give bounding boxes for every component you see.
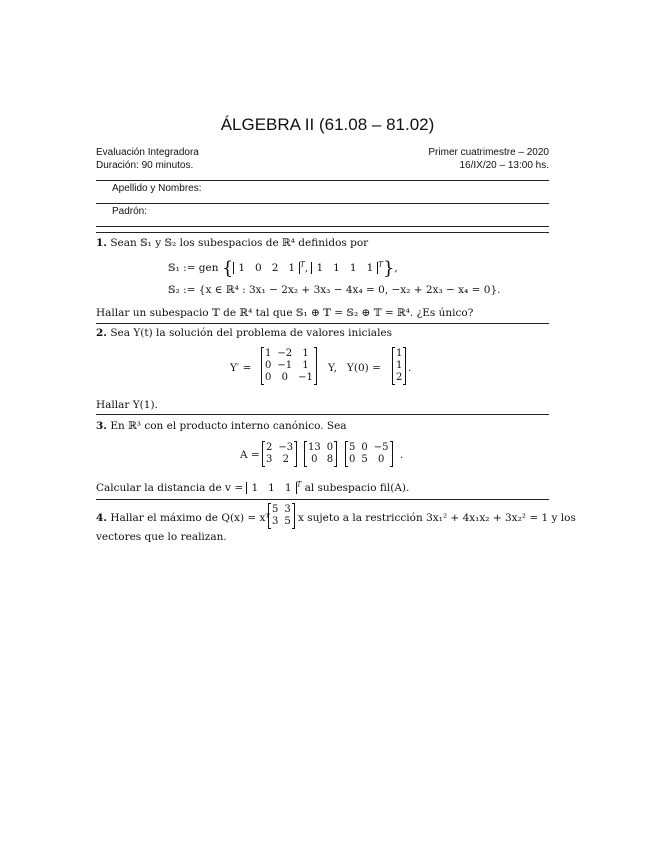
exam-date: 16/IX/20 – 13:00 hs. [459, 160, 549, 171]
problem-2-intro [96, 326, 392, 340]
divider [96, 203, 549, 204]
problem-2-question: Hallar Y(1). [96, 399, 158, 411]
divider [96, 226, 549, 227]
problem-1-s2: 𝕊₂ := {x ∈ ℝ⁴ : 3x₁ − 2x₂ + 3x₃ − 4x₄ = 0, −x₂ + 2x₃ − x₄ = 0}. [168, 284, 501, 296]
problem-number: 4. [96, 512, 107, 524]
matrix-u: 2 −3 3 2 [262, 442, 297, 466]
problem-2-lhs: Y′ = [230, 362, 252, 374]
exam-title: ÁLGEBRA II (61.08 – 81.02) [220, 115, 435, 134]
matrix-v: 5 0 −5 0 5 0 [345, 442, 393, 466]
problem-4-line1: 4. Hallar el máximo de Q(x) = xᵀ [96, 512, 270, 524]
matrix-sigma: 13 0 0 8 [304, 442, 337, 466]
problem-3-question: Calcular la distancia de v = 1 1 1 $^T$ al subespacio fil(A). [96, 480, 410, 494]
problem-number: 2. [96, 327, 107, 339]
exam-duration: Duración: 90 minutos. [96, 160, 194, 171]
problem-text: En ℝ³ con el producto interno canónico. Sea [110, 420, 347, 432]
s1-prefix: 𝕊₁ := gen [168, 262, 219, 274]
vector-2: 1 1 1 1 [311, 262, 378, 274]
problem-3-lhs: A = [240, 449, 260, 461]
problem-4-line2: vectores que lo realizan. [96, 531, 227, 543]
vector-1: 1 0 2 1 [233, 262, 300, 274]
exam-type: Evaluación Integradora [96, 147, 199, 158]
quadratic-form-matrix: 5 3 3 5 [268, 504, 295, 528]
padron-field-label: Padrón: [112, 206, 148, 217]
name-field-label: Apellido y Nombres: [112, 183, 202, 194]
problem-1-intro [96, 236, 368, 250]
problem-4-constraint: x sujeto a la restricción 3x₁² + 4x₁x₂ + 3x₂² = 1 y los [298, 512, 576, 524]
problem-text: Sea Y(t) la solución del problema de valores iniciales [110, 327, 393, 339]
problem-2-mid: Y, Y(0) = [328, 362, 381, 374]
problem-number: 3. [96, 420, 107, 432]
matrix-a: 1 −2 1 0 −1 1 0 0 −1 [261, 348, 317, 384]
problem-1-question: Hallar un subespacio 𝕋 de ℝ⁴ tal que 𝕊₁ ⊕ 𝕋 = 𝕊₂ ⊕ 𝕋 = ℝ⁴. ¿Es único? [96, 307, 474, 319]
problem-1-s1: 𝕊₁ := gen { 1 0 2 1 $^T$, 1 1 1 1 $^T$}, [168, 258, 398, 279]
divider [96, 323, 549, 324]
vector-v: 1 1 1 [246, 482, 296, 494]
problem-text: Sean 𝕊₁ y 𝕊₂ los subespacios de ℝ⁴ definidos por [110, 237, 369, 249]
initial-vector: 1 1 2 [392, 348, 406, 384]
divider [96, 180, 549, 181]
problem-3-intro [96, 419, 347, 433]
divider [96, 499, 549, 500]
problem-number: 1. [96, 237, 107, 249]
exam-term: Primer cuatrimestre – 2020 [428, 147, 549, 158]
divider [96, 232, 549, 233]
divider [96, 414, 549, 415]
